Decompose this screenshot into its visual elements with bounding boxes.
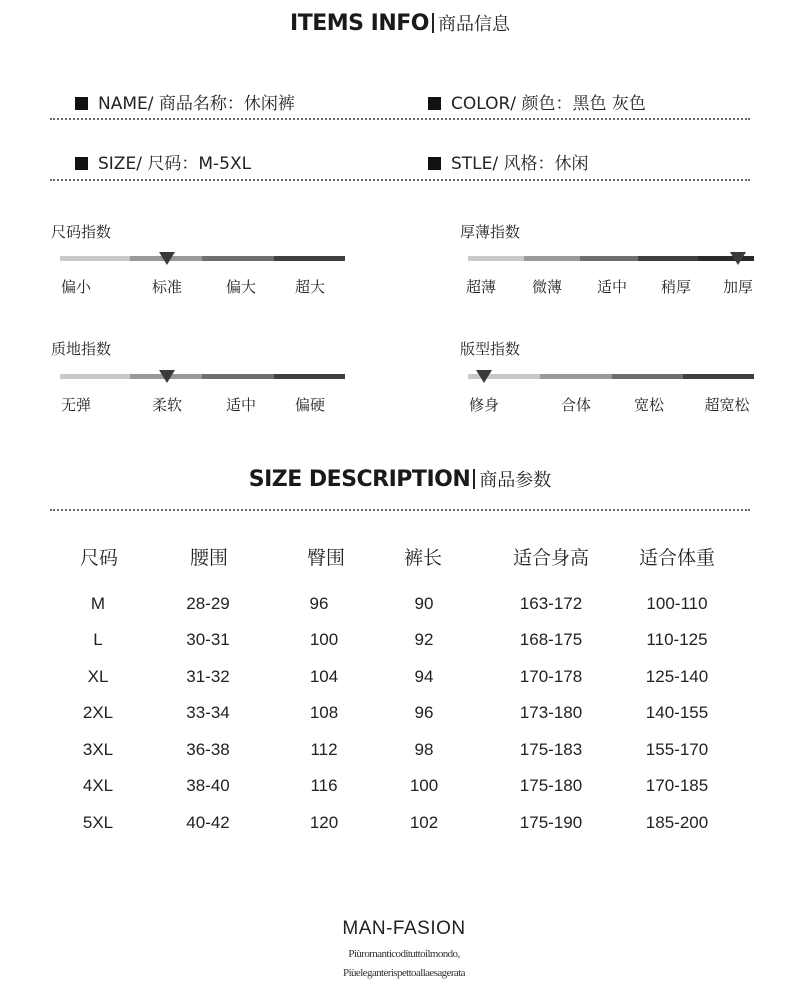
gauge-label: 适中 [225,396,257,414]
gauge-label: 偏小 [60,278,92,296]
gauge-label: 超宽松 [704,396,750,414]
size-description-title-zh: 商品参数 [479,470,552,491]
gauge-marker-icon [730,252,746,265]
info-color [428,89,646,114]
gauge-label: 偏硬 [294,396,326,414]
table-cell: 108 [309,703,339,722]
gauge-label: 标准 [151,278,183,296]
gauge-segment [202,374,274,379]
table-cell: 4XL [82,776,114,795]
size-index-title: 尺码指数 [51,223,112,241]
table-cell: XL [87,667,109,686]
divider-dotted [50,179,750,181]
info-style [428,149,589,174]
table-cell: 36-38 [186,740,230,759]
table-cell: 155-170 [645,740,709,759]
table-cell: 170-185 [645,776,709,795]
square-bullet-icon [75,157,88,170]
gauge-segment [612,374,683,379]
table-cell: 110-125 [646,630,708,649]
table-cell: 96 [309,594,329,613]
gauge-label: 微薄 [531,278,563,296]
gauge-segment [60,256,130,261]
title-divider [473,469,475,489]
brand-tagline: Piùeleganterispettoallaesagerata [343,967,465,979]
table-cell: 96 [414,703,434,722]
table-header-cell: 适合体重 [638,547,716,569]
table-cell: 40-42 [186,813,230,832]
gauge-segment [540,374,612,379]
gauge-label: 超大 [294,278,326,296]
table-cell: 100 [309,630,339,649]
gauge-marker-icon [159,370,175,383]
gauge-segment [580,256,638,261]
square-bullet-icon [75,97,88,110]
gauge-segment [524,256,580,261]
thickness-index-title: 厚薄指数 [460,223,521,241]
table-cell: 33-34 [186,703,230,722]
info-style-text: STLE/ 风格：休闲 [451,154,589,174]
table-cell: 163-172 [519,594,583,613]
items-info-title-zh: 商品信息 [437,14,510,35]
gauge-label: 无弹 [60,396,92,414]
size-description-title-en: SIZE DESCRIPTION [248,467,471,492]
gauge-label: 超薄 [465,278,497,296]
info-color-text: COLOR/ 颜色：黑色 灰色 [451,94,646,114]
items-info-title [0,10,800,36]
gauge-marker-icon [159,252,175,265]
table-cell: 100 [409,776,439,795]
table-cell: 2XL [82,703,114,722]
table-cell: 112 [310,740,338,759]
info-name [75,89,295,114]
brand-tagline: Piùromanticodituttoilmondo, [348,948,460,960]
gauge-segment [683,374,754,379]
title-divider [432,13,434,33]
gauge-segment [60,374,130,379]
gauge-label: 适中 [596,278,628,296]
table-cell: 31-32 [186,667,230,686]
table-cell: 173-180 [519,703,583,722]
info-size-text: SIZE/ 尺码：M-5XL [98,154,252,174]
table-cell: 38-40 [186,776,230,795]
table-cell: 100-110 [646,594,708,613]
table-cell: 94 [414,667,434,686]
table-header-cell: 腰围 [189,547,229,569]
table-cell: 30-31 [186,630,230,649]
table-header-cell: 尺码 [79,547,119,569]
table-cell: 185-200 [645,813,709,832]
table-cell: 120 [309,813,339,832]
gauge-segment [638,256,698,261]
fit-index-title: 版型指数 [460,340,521,358]
gauge-label: 修身 [468,396,500,414]
table-cell: 175-183 [519,740,583,759]
table-cell: 168-175 [519,630,583,649]
table-cell: 125-140 [645,667,709,686]
gauge-label: 柔软 [151,396,183,414]
table-header-cell: 适合身高 [512,547,590,569]
size-description-title [0,466,800,492]
table-cell: 98 [414,740,434,759]
material-index-title: 质地指数 [51,340,112,358]
square-bullet-icon [428,157,441,170]
table-cell: 5XL [82,813,114,832]
table-cell: M [90,594,106,613]
gauge-segment [274,256,345,261]
table-cell: 104 [309,667,339,686]
gauge-label: 偏大 [225,278,257,296]
gauge-label: 加厚 [722,278,754,296]
info-size [75,149,251,174]
table-cell: 92 [414,630,434,649]
table-cell: 170-178 [519,667,583,686]
gauge-segment [202,256,274,261]
gauge-label: 合体 [560,396,592,414]
gauge-marker-icon [476,370,492,383]
table-cell: 140-155 [645,703,709,722]
items-info-title-en: ITEMS INFO [290,11,429,36]
info-name-text: NAME/ 商品名称：休闲裤 [98,94,295,114]
table-cell: 116 [310,776,338,795]
table-cell: 175-180 [519,776,583,795]
square-bullet-icon [428,97,441,110]
divider-dotted [50,509,750,511]
table-cell: 175-190 [519,813,583,832]
brand-name: MAN-FASION [342,918,466,939]
table-header-cell: 裤长 [403,547,443,569]
table-cell: 28-29 [186,594,230,613]
table-cell: L [93,630,103,649]
divider-dotted [50,118,750,120]
table-header-cell: 臀围 [306,547,346,569]
gauge-segment [468,256,524,261]
table-cell: 3XL [82,740,114,759]
gauge-label: 稍厚 [660,278,692,296]
gauge-label: 宽松 [633,396,665,414]
table-cell: 102 [409,813,439,832]
table-cell: 90 [414,594,434,613]
gauge-segment [274,374,345,379]
